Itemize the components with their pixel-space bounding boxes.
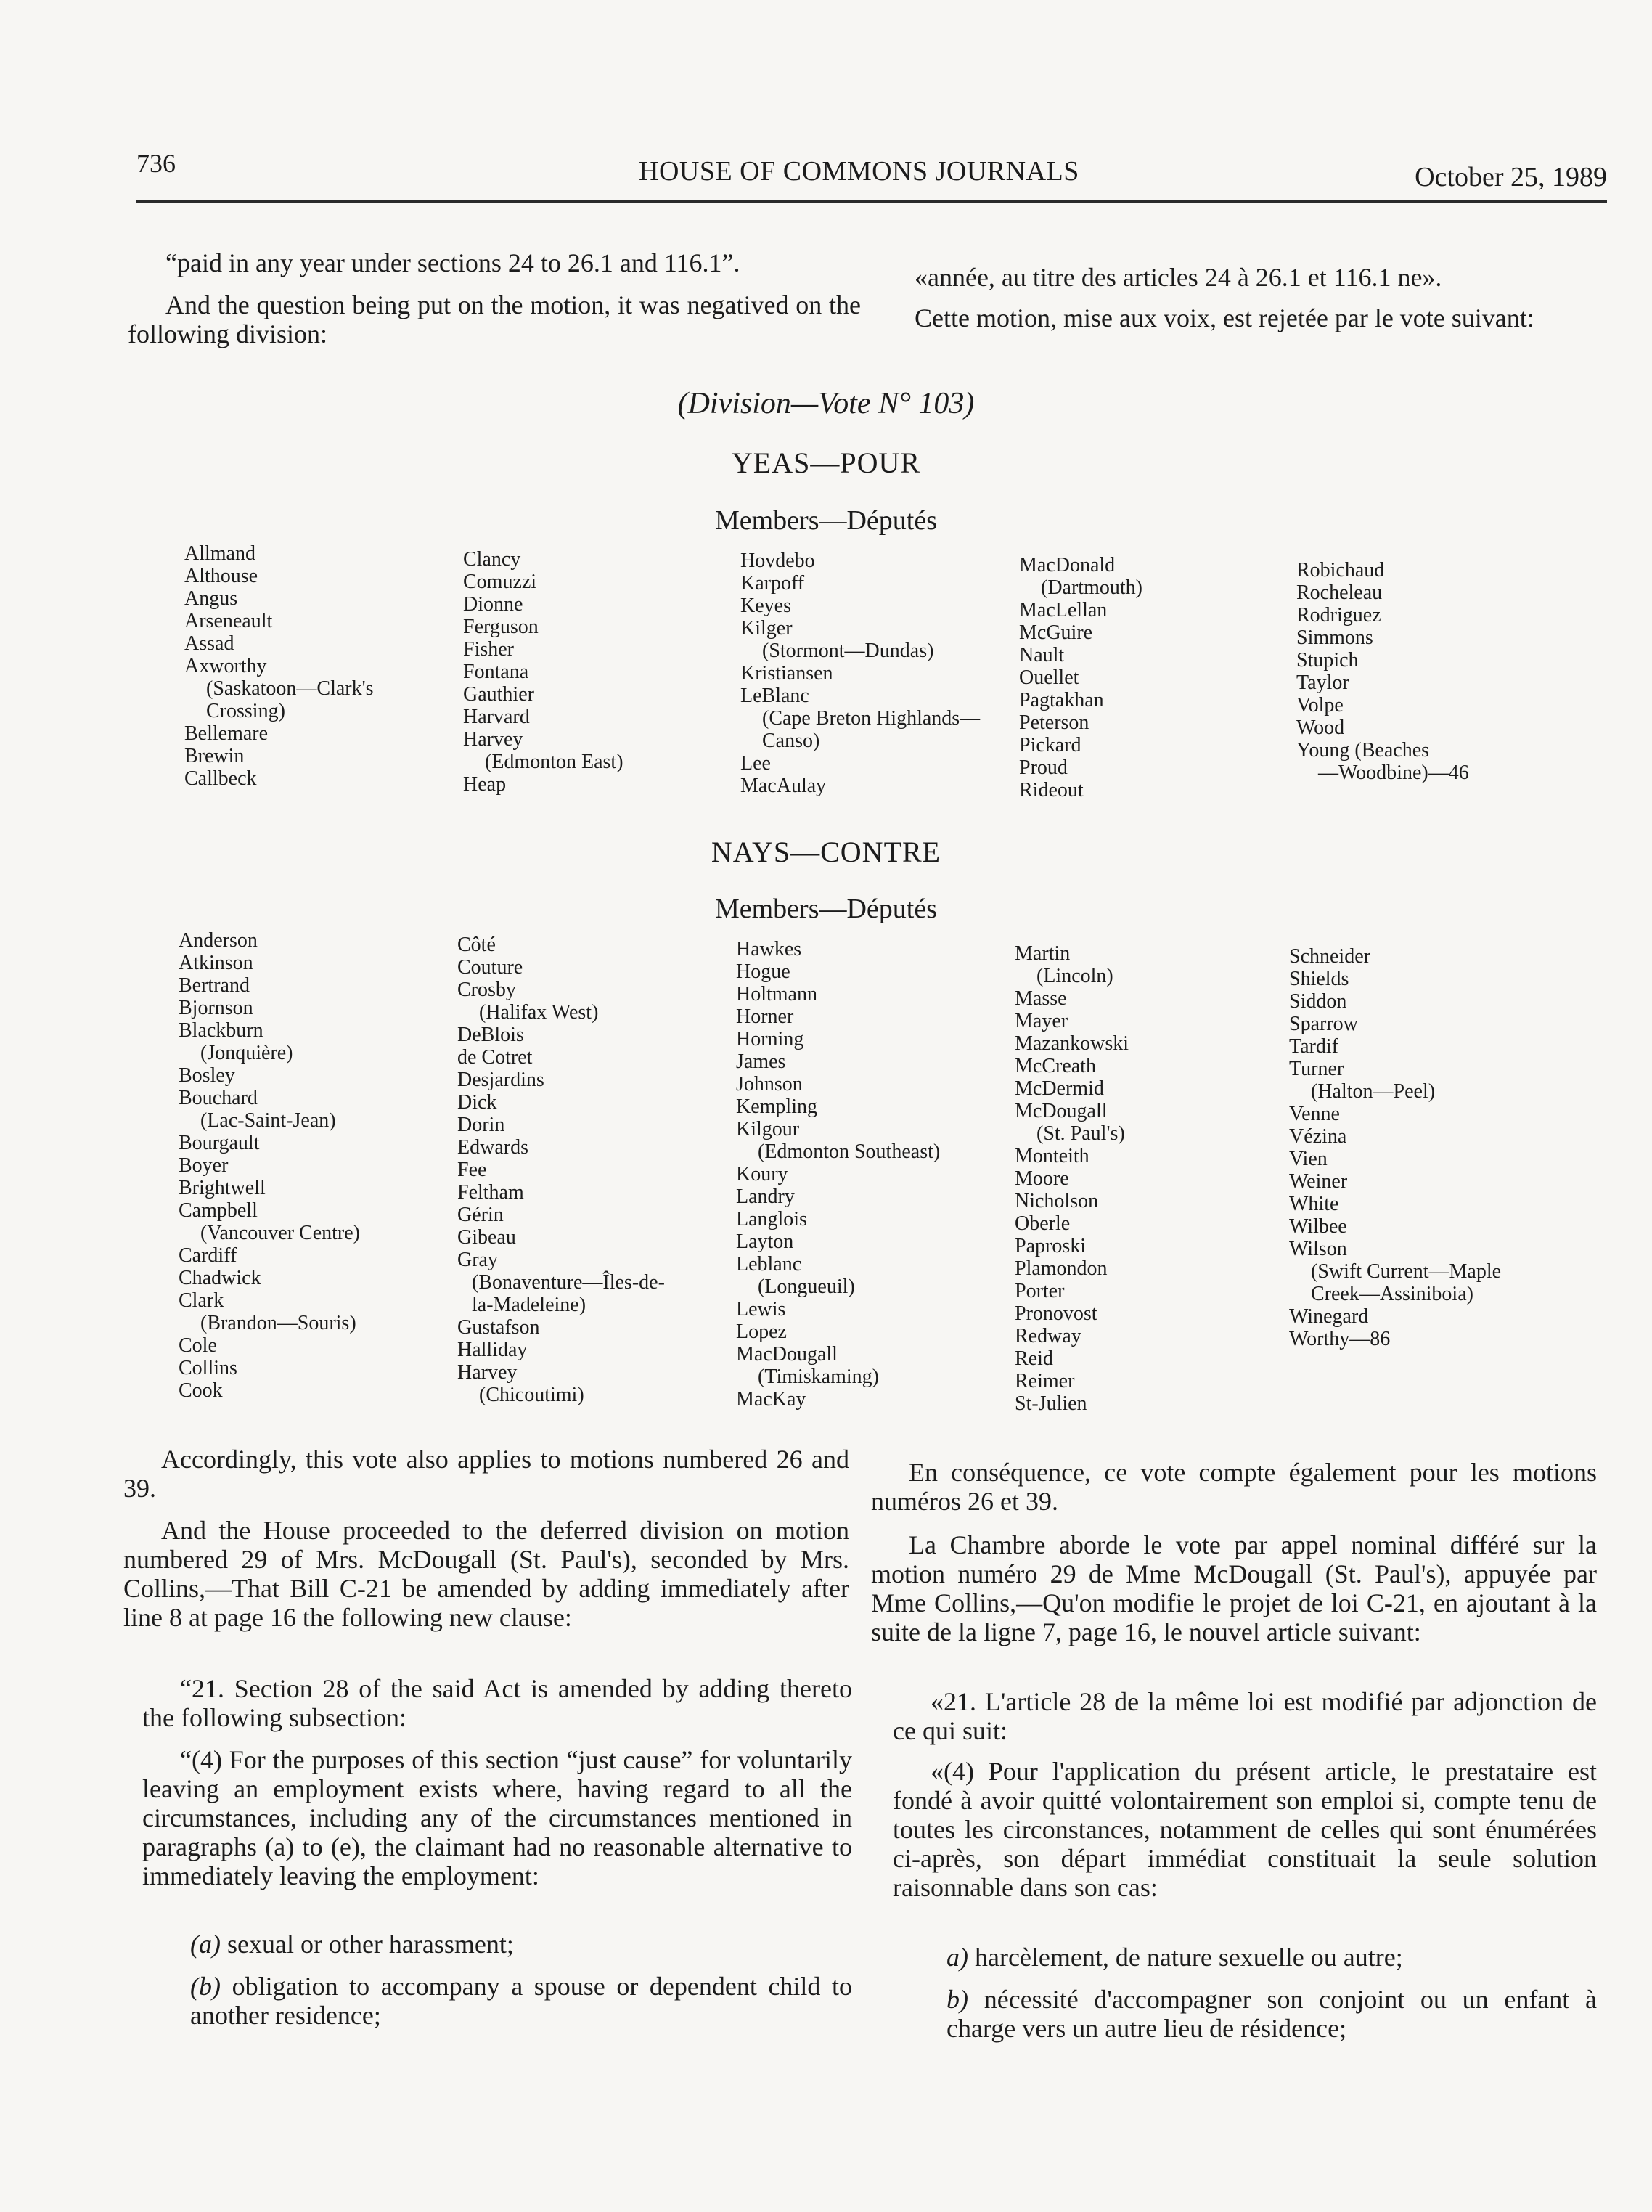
french-item-a xyxy=(946,1943,1597,1972)
member-name: James xyxy=(736,1050,786,1073)
member-name: Clark xyxy=(179,1289,224,1312)
member-name: Holtmann xyxy=(736,983,817,1005)
member-name: Bellemare xyxy=(184,722,269,745)
member-name: Leblanc xyxy=(736,1253,802,1276)
member-name: Rocheleau xyxy=(1296,581,1383,604)
member-name: Gérin xyxy=(457,1204,504,1226)
member-name: Rodriguez xyxy=(1296,604,1381,627)
vote-total: Worthy—86 xyxy=(1289,1328,1391,1350)
member-name: Koury xyxy=(736,1163,788,1185)
member-name: Harvey xyxy=(457,1361,518,1384)
member-name: Bouchard xyxy=(179,1087,258,1109)
member-name: Harvey xyxy=(463,728,523,751)
member-name: Young (Beaches xyxy=(1296,739,1430,762)
member-name: Rideout xyxy=(1019,779,1084,801)
member-name: Kilgour xyxy=(736,1118,800,1140)
member-name: McDermid xyxy=(1015,1077,1104,1100)
member-name: Côté xyxy=(457,934,496,956)
nays-column-5 xyxy=(1289,945,1501,1350)
member-name: Hogue xyxy=(736,960,790,983)
member-name: Angus xyxy=(184,587,238,610)
member-name: Comuzzi xyxy=(463,571,537,593)
member-name: Horner xyxy=(736,1005,794,1028)
member-riding: (Swift Current—Maple xyxy=(1311,1260,1502,1283)
member-name: Nicholson xyxy=(1015,1190,1099,1212)
member-riding: (Vancouver Centre) xyxy=(200,1222,361,1244)
member-name: Bertrand xyxy=(179,974,250,997)
item-label: (b) xyxy=(190,1972,221,2001)
member-name: Hovdebo xyxy=(740,550,815,572)
member-name: Proud xyxy=(1019,756,1068,779)
member-name: Taylor xyxy=(1296,672,1349,694)
member-name: Mayer xyxy=(1015,1010,1068,1032)
member-name: Kempling xyxy=(736,1095,817,1118)
member-name: Oberle xyxy=(1015,1212,1071,1235)
english-paragraph-applies: Accordingly, this vote also applies to motions numbered 26 and 39. xyxy=(123,1445,849,1503)
member-name: Landry xyxy=(736,1185,795,1208)
member-name: Porter xyxy=(1015,1280,1065,1302)
member-name: Bourgault xyxy=(179,1132,260,1154)
member-name: Robichaud xyxy=(1296,559,1385,581)
member-name: Johnson xyxy=(736,1073,803,1095)
member-riding: (Lac-Saint-Jean) xyxy=(200,1109,336,1132)
member-riding: Creek—Assiniboia) xyxy=(1311,1283,1473,1305)
member-name: Desjardins xyxy=(457,1069,544,1091)
member-name: Allmand xyxy=(184,542,255,565)
member-riding: (Edmonton East) xyxy=(485,751,623,773)
member-name: Ouellet xyxy=(1019,666,1079,689)
item-text: nécessité d'accompagner son conjoint ou un enfant à charge vers un autre lieu de résidence; xyxy=(946,1985,1598,2043)
member-riding: Canso) xyxy=(762,730,820,752)
member-name: MacDonald xyxy=(1019,554,1116,576)
member-name: Cole xyxy=(179,1334,217,1357)
member-name: Cook xyxy=(179,1379,223,1402)
nays-members-heading: Members—Députés xyxy=(714,894,938,924)
member-name: Arseneault xyxy=(184,610,273,632)
member-riding: (Halton—Peel) xyxy=(1311,1080,1436,1103)
member-riding: (Dartmouth) xyxy=(1041,576,1142,599)
member-name: Pronovost xyxy=(1015,1302,1097,1325)
member-name: Shields xyxy=(1289,968,1349,990)
member-riding: (Bonaventure—Îles-de- xyxy=(472,1271,665,1294)
member-name: Karpoff xyxy=(740,572,805,595)
member-name: Volpe xyxy=(1296,694,1344,717)
item-label: a) xyxy=(946,1943,968,1972)
member-name: Blackburn xyxy=(179,1019,263,1042)
member-name: Fisher xyxy=(463,638,514,661)
member-name: Redway xyxy=(1015,1325,1081,1347)
member-name: Simmons xyxy=(1296,627,1373,649)
english-clause-21: “21. Section 28 of the said Act is amended by adding thereto the following subsection: xyxy=(142,1674,852,1732)
member-name: Assad xyxy=(184,632,234,655)
member-name: Heap xyxy=(463,773,507,796)
member-name: Clancy xyxy=(463,548,521,571)
item-text: obligation to accompany a spouse or dependent child to another residence; xyxy=(190,1972,853,2030)
member-name: Turner xyxy=(1289,1058,1344,1080)
running-header xyxy=(136,145,1607,203)
nays-column-3 xyxy=(736,938,940,1411)
member-name: Kilger xyxy=(740,617,793,640)
member-name: Halliday xyxy=(457,1339,528,1361)
member-name: Brewin xyxy=(184,745,245,767)
item-label: b) xyxy=(946,1985,968,2014)
member-name: MacKay xyxy=(736,1388,806,1411)
member-name: McCreath xyxy=(1015,1055,1096,1077)
member-name: MacLellan xyxy=(1019,599,1108,621)
item-text: sexual or other harassment; xyxy=(226,1930,514,1959)
member-name: Gray xyxy=(457,1249,498,1271)
member-name: Wilson xyxy=(1289,1238,1347,1260)
member-name: de Cotret xyxy=(457,1046,533,1069)
member-name: Dick xyxy=(457,1091,497,1114)
member-name: Chadwick xyxy=(179,1267,261,1289)
english-paragraph-deferred-division: And the House proceeded to the deferred division on motion numbered 29 of Mrs. McDougall (St. Paul's), seconded by Mrs. Collins,—That Bill C-21 be amended by adding immediately after line 8 at page 16 the following new clause: xyxy=(123,1516,849,1632)
member-name: Monteith xyxy=(1015,1145,1089,1167)
english-subsection-4: “(4) For the purposes of this section “just cause” for voluntarily leaving an employment exists where, having regard to all the circumstances, including any of the circumstances mentioned in paragraphs (a) to (e), the claimant had no reasonable alternative to immediately leaving the employment: xyxy=(142,1745,852,1890)
member-name: Layton xyxy=(736,1231,794,1253)
member-riding: (Edmonton Southeast) xyxy=(758,1140,941,1163)
member-name: Fontana xyxy=(463,661,529,683)
member-name: Masse xyxy=(1015,987,1067,1010)
member-name: Gibeau xyxy=(457,1226,516,1249)
french-clause-21: «21. L'article 28 de la même loi est modifié par adjonction de ce qui suit: xyxy=(893,1687,1597,1745)
member-name: Cardiff xyxy=(179,1244,237,1267)
french-paragraph-applies: En conséquence, ce vote compte également pour les motions numéros 26 et 39. xyxy=(871,1458,1597,1516)
member-name: Fee xyxy=(457,1159,487,1181)
member-name: Schneider xyxy=(1289,945,1370,968)
member-name: Plamondon xyxy=(1015,1257,1108,1280)
french-paragraph-deferred-division: La Chambre aborde le vote par appel nominal différé sur la motion numéro 29 de Mme McDougall (St. Paul's), appuyée par Mme Collins,—Qu'on modifie le projet de loi C-21, en ajoutant à la suite de la ligne 7, page 16, le nouvel article suivant: xyxy=(871,1530,1597,1646)
english-item-b xyxy=(190,1972,852,2030)
yeas-heading: YEAS—POUR xyxy=(731,446,921,479)
division-title: (Division—Vote N° 103) xyxy=(677,387,975,420)
nays-column-2 xyxy=(457,934,665,1406)
member-name: Wood xyxy=(1296,717,1345,739)
member-name: Paproski xyxy=(1015,1235,1086,1257)
member-riding: (Brandon—Souris) xyxy=(200,1312,356,1334)
nays-heading: NAYS—CONTRE xyxy=(711,836,941,868)
member-name: Siddon xyxy=(1289,990,1347,1013)
member-riding: (Saskatoon—Clark's xyxy=(206,677,374,700)
yeas-members-heading: Members—Députés xyxy=(714,505,938,536)
member-name: LeBlanc xyxy=(740,685,809,707)
member-name: Dionne xyxy=(463,593,523,616)
member-name: Mazankowski xyxy=(1015,1032,1129,1055)
member-riding: la-Madeleine) xyxy=(472,1294,586,1316)
member-name: Sparrow xyxy=(1289,1013,1358,1035)
member-name: Pickard xyxy=(1019,734,1081,756)
member-name: Dorin xyxy=(457,1114,505,1136)
yeas-column-5 xyxy=(1296,559,1469,784)
member-name: White xyxy=(1289,1193,1339,1215)
french-intro-line: «année, au titre des articles 24 à 26.1 et 116.1 ne». xyxy=(915,263,1442,292)
member-name: DeBlois xyxy=(457,1024,524,1046)
member-name: Crosby xyxy=(457,979,516,1001)
french-item-b xyxy=(946,1985,1597,2043)
member-name: Moore xyxy=(1015,1167,1069,1190)
member-name: Lopez xyxy=(736,1321,787,1343)
english-item-a xyxy=(190,1930,852,1959)
member-name: Winegard xyxy=(1289,1305,1369,1328)
member-name: Feltham xyxy=(457,1181,524,1204)
member-name: Wilbee xyxy=(1289,1215,1347,1238)
member-riding: (Timiskaming) xyxy=(758,1366,879,1388)
member-name: Vien xyxy=(1289,1148,1328,1170)
yeas-column-4 xyxy=(1019,554,1142,801)
member-name: Nault xyxy=(1019,644,1065,666)
member-name: Venne xyxy=(1289,1103,1340,1125)
yeas-column-1 xyxy=(184,542,374,790)
journal-title: HOUSE OF COMMONS JOURNALS xyxy=(639,156,1079,187)
member-riding: Crossing) xyxy=(206,700,285,722)
member-name: Weiner xyxy=(1289,1170,1348,1193)
member-riding: (Jonquière) xyxy=(200,1042,293,1064)
member-name: Bjornson xyxy=(179,997,253,1019)
member-name: Ferguson xyxy=(463,616,539,638)
member-riding: (Halifax West) xyxy=(479,1001,599,1024)
nays-column-4 xyxy=(1015,942,1129,1415)
member-name: Boyer xyxy=(179,1154,229,1177)
yeas-column-3 xyxy=(740,550,980,797)
member-name: Reimer xyxy=(1015,1370,1075,1392)
item-text: harcèlement, de nature sexuelle ou autre; xyxy=(975,1943,1403,1972)
member-name: Langlois xyxy=(736,1208,807,1231)
french-question: Cette motion, mise aux voix, est rejetée par le vote suivant: xyxy=(915,303,1534,332)
member-name: Martin xyxy=(1015,942,1071,965)
page-number: 736 xyxy=(136,149,176,178)
member-name: Anderson xyxy=(179,929,258,952)
member-riding: (Longueuil) xyxy=(758,1276,855,1298)
member-name: Stupich xyxy=(1296,649,1359,672)
member-name: St-Julien xyxy=(1015,1392,1087,1415)
yeas-column-2 xyxy=(463,548,623,796)
journal-date: October 25, 1989 xyxy=(1415,162,1607,192)
member-name: Kristiansen xyxy=(740,662,833,685)
member-name: Gustafson xyxy=(457,1316,540,1339)
member-name: Pagtakhan xyxy=(1019,689,1104,711)
member-name: Keyes xyxy=(740,595,791,617)
member-name: Brightwell xyxy=(179,1177,266,1199)
member-riding: (St. Paul's) xyxy=(1036,1122,1125,1145)
member-name: Axworthy xyxy=(184,655,267,677)
member-name: Gauthier xyxy=(463,683,534,706)
member-name: Campbell xyxy=(179,1199,258,1222)
member-name: Lee xyxy=(740,752,771,775)
vote-total: —Woodbine)—46 xyxy=(1318,762,1469,784)
french-subsection-4: «(4) Pour l'application du présent article, le prestataire est fondé à avoir quitté volontairement son emploi si, compte tenu de toutes les circonstances, notamment de celles qui sont énumérées ci-après, son départ immédiat constituait la seule solution raisonnable dans son cas: xyxy=(893,1757,1597,1902)
member-name: Tardif xyxy=(1289,1035,1339,1058)
member-name: MacAulay xyxy=(740,775,827,797)
member-riding: (Stormont—Dundas) xyxy=(762,640,934,662)
member-riding: (Chicoutimi) xyxy=(479,1384,584,1406)
member-name: Edwards xyxy=(457,1136,528,1159)
member-name: Couture xyxy=(457,956,523,979)
member-riding: (Lincoln) xyxy=(1036,965,1113,987)
member-riding: (Cape Breton Highlands— xyxy=(762,707,981,730)
member-name: Horning xyxy=(736,1028,804,1050)
item-label: (a) xyxy=(190,1930,221,1959)
member-name: McGuire xyxy=(1019,621,1093,644)
member-name: MacDougall xyxy=(736,1343,838,1366)
member-name: Harvard xyxy=(463,706,530,728)
member-name: Hawkes xyxy=(736,938,802,960)
member-name: McDougall xyxy=(1015,1100,1108,1122)
member-name: Althouse xyxy=(184,565,258,587)
member-name: Vézina xyxy=(1289,1125,1347,1148)
english-question: And the question being put on the motion, it was negatived on the following division: xyxy=(128,290,861,348)
member-name: Peterson xyxy=(1019,711,1089,734)
member-name: Collins xyxy=(179,1357,237,1379)
member-name: Bosley xyxy=(179,1064,235,1087)
member-name: Callbeck xyxy=(184,767,257,790)
nays-column-1 xyxy=(179,929,360,1402)
member-name: Reid xyxy=(1015,1347,1053,1370)
english-intro-line: “paid in any year under sections 24 to 26.1 and 116.1”. xyxy=(165,248,740,277)
member-name: Lewis xyxy=(736,1298,786,1321)
member-name: Atkinson xyxy=(179,952,253,974)
